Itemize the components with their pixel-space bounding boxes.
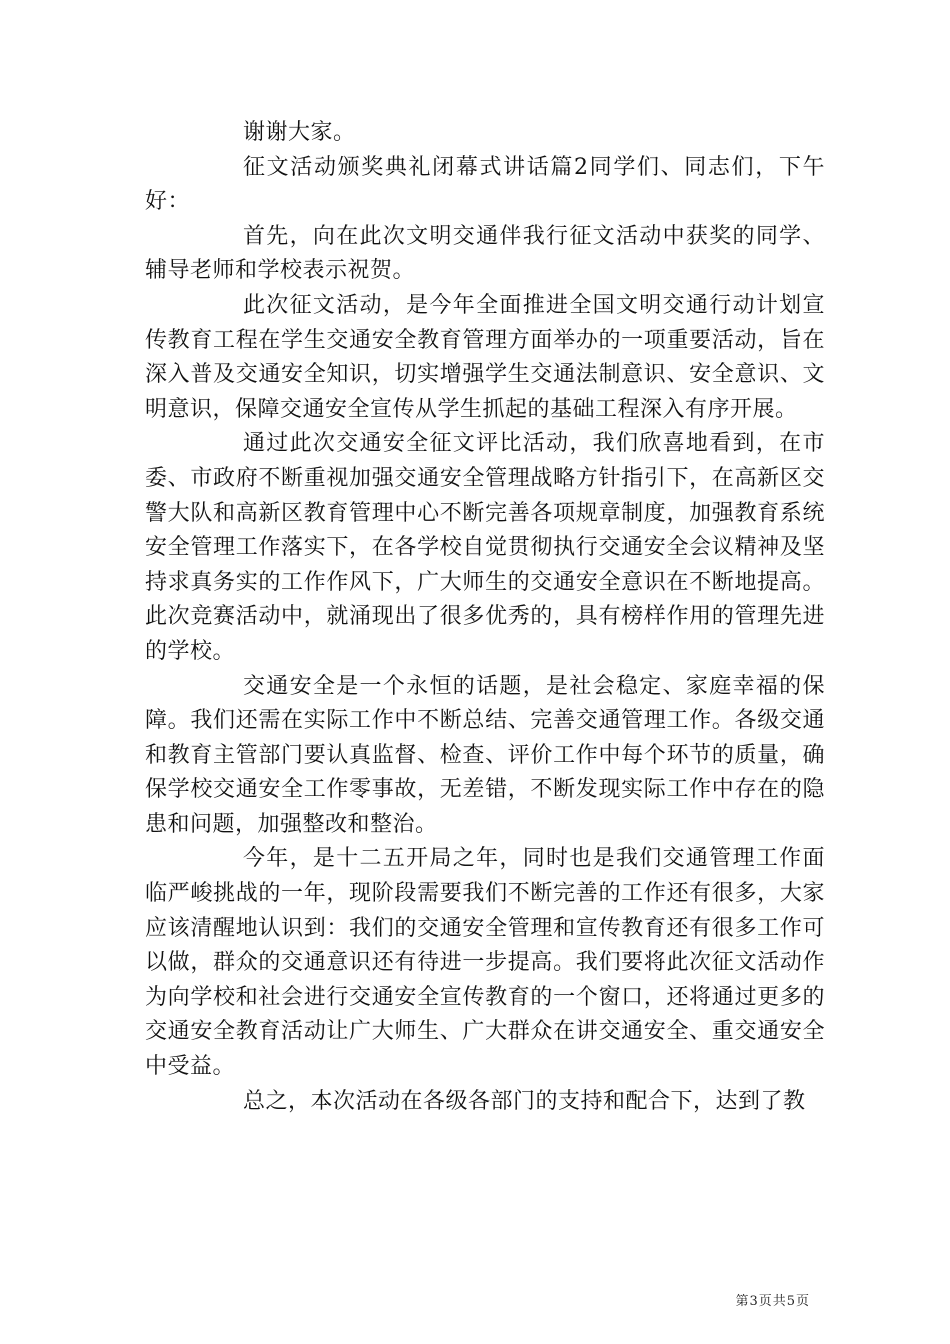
document-body [145,116,825,1119]
paragraph-traffic-safety: 交通安全是一个永恒的话题，是社会稳定、家庭幸福的保障。我们还需在实际工作中不断总结、完善交通管理工作。各级交通和教育主管部门要认真监督、检查、评价工作中每个环节的质量，确保学校交通安全工作零事故，无差错，不断发现实际工作中存在的隐患和问题，加强整改和整治。 [145,673,825,837]
paragraph-conclusion: 总之，本次活动在各级各部门的支持和配合下，达到了教 [243,1088,806,1114]
paragraph-activity-purpose: 此次征文活动，是今年全面推进全国文明交通行动计划宣传教育工程在学生交通安全教育管理方面举办的一项重要活动，旨在深入普及交通安全知识，切实增强学生交通法制意识、安全意识、文明意识，保障交通安全宣传从学生抓起的基础工程深入有序开展。 [145,292,825,422]
page-number: 第3页共5页 [735,1294,810,1309]
paragraph-thanks: 谢谢大家。 [243,120,356,145]
paragraph-this-year: 今年，是十二五开局之年，同时也是我们交通管理工作面临严峻挑战的一年，现阶段需要我们不断完善的工作还有很多，大家应该清醒地认识到：我们的交通安全管理和宣传教育还有很多工作可以做，群众的交通意识还有待进一步提高。我们要将此次征文活动作为向学校和社会进行交通安全宣传教育的一个窗口，还将通过更多的交通安全教育活动让广大师生、广大群众在讲交通安全、重交通安全中受益。 [145,846,825,1080]
paragraph-achievements: 通过此次交通安全征文评比活动，我们欣喜地看到，在市委、市政府不断重视加强交通安全管理战略方针指引下，在高新区交警大队和高新区教育管理中心不断完善各项规章制度，加强教育系统安全管理工作落实下，在各学校自觉贯彻执行交通安全会议精神及坚持求真务实的工作作风下，广大师生的交通安全意识在不断地提高。此次竞赛活动中，就涌现出了很多优秀的，具有榜样作用的管理先进的学校。 [145,431,825,664]
paragraph-congratulations: 首先，向在此次文明交通伴我行征文活动中获奖的同学、辅导老师和学校表示祝贺。 [145,223,825,284]
paragraph-speech-title: 征文活动颁奖典礼闭幕式讲话篇2同学们、同志们，下午好： [145,154,825,215]
